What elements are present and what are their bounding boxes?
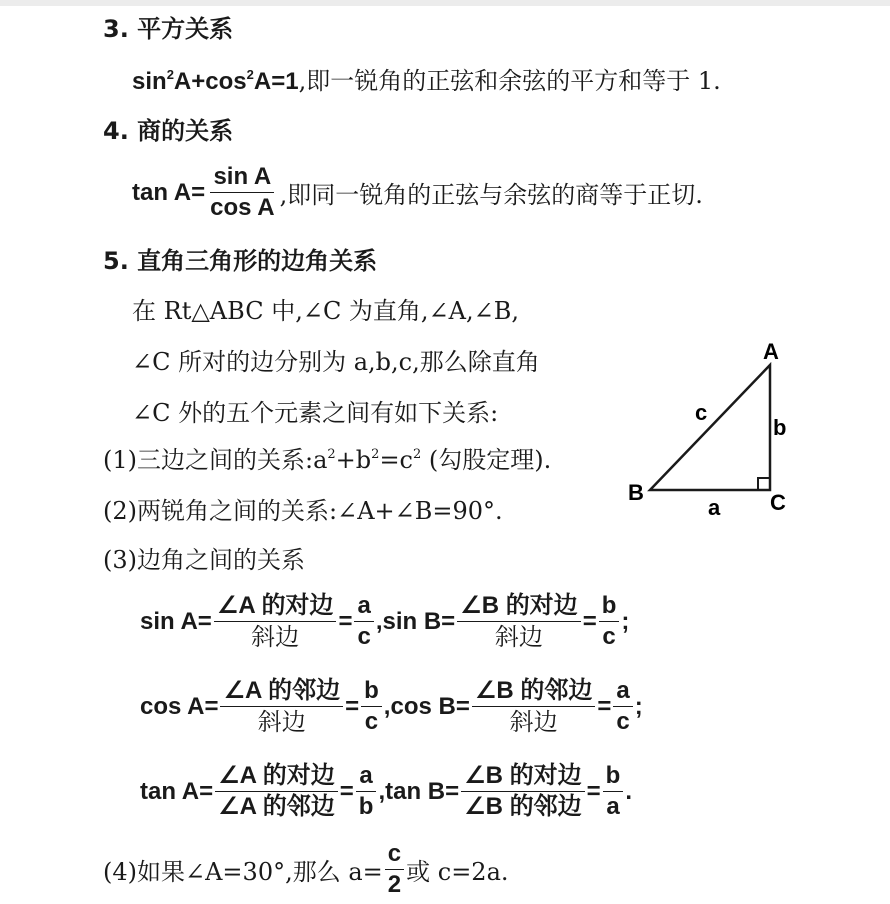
vertex-label-a: A (763, 339, 779, 364)
vertex-label-b: B (628, 480, 644, 505)
section-4-quotient-formula: tan A= $\frac{\text{sin A}}{\text{cos A}}$ ,即同一锐角的正弦与余弦的商等于正切. (132, 163, 703, 221)
triangle-outline (650, 365, 770, 490)
tangent-formulas: tan A= $\frac{\text{∠A 的对边}}{\text{∠A 的邻边}}$ = $\frac{a}{b}$ ,tan B= $\frac{\text{∠B 的对边}}{\text{∠B 的邻边}}$ = $\frac{b}{a}$ . (140, 762, 632, 820)
section-5-heading: 5. 直角三角形的边角关系 (103, 247, 378, 275)
item-4-thirty-degree: (4)如果∠A=30°,那么 a= $\frac{c}{2}$ 或 c=2a. (103, 840, 509, 898)
right-triangle-diagram (620, 335, 800, 525)
item-2-acute-angles: (2)两锐角之间的关系:∠A+∠B=90°. (103, 497, 503, 525)
section-4-heading: 4. 商的关系 (103, 117, 234, 145)
item-3-heading: (3)边角之间的关系 (103, 546, 305, 574)
section-5-paragraph-line-3: ∠C 外的五个元素之间有如下关系: (132, 399, 499, 427)
section-5-paragraph-line-1: 在 Rt△ABC 中,∠C 为直角,∠A,∠B, (132, 297, 520, 325)
fraction-sin-over-cos: $\frac{\text{sin A}}{\text{cos A}}$ (210, 163, 275, 221)
section-5-paragraph-line-2: ∠C 所对的边分别为 a,b,c,那么除直角 (132, 348, 540, 376)
section-3-heading: 3. 平方关系 (103, 15, 234, 43)
side-label-b: b (773, 415, 787, 440)
side-label-c: c (695, 400, 708, 425)
vertex-label-c: C (770, 490, 786, 515)
top-scroll-strip (0, 0, 890, 6)
cosine-formulas: cos A= $\frac{\text{∠A 的邻边}}{\text{斜边}}$ = $\frac{b}{c}$ ,cos B= $\frac{\text{∠B 的邻边}}{\text{斜边}}$ = $\frac{a}{c}$ ; (140, 677, 643, 736)
item-1-pythagorean: (1)三边之间的关系$:a^2+b^2=c^2$ (勾股定理). (103, 446, 552, 474)
sine-formulas: sin A= $\frac{\text{∠A 的对边}}{\text{斜边}}$ = $\frac{a}{c}$ ,sin B= $\frac{\text{∠B 的对边}}{\text{斜边}}$ = $\frac{b}{c}$ ; (140, 592, 630, 651)
section-3-identity: $\sin^2A+\cos^2A=1$,即一锐角的正弦和余弦的平方和等于 1. (132, 67, 721, 95)
right-angle-marker (758, 478, 770, 490)
side-label-a: a (708, 495, 721, 520)
